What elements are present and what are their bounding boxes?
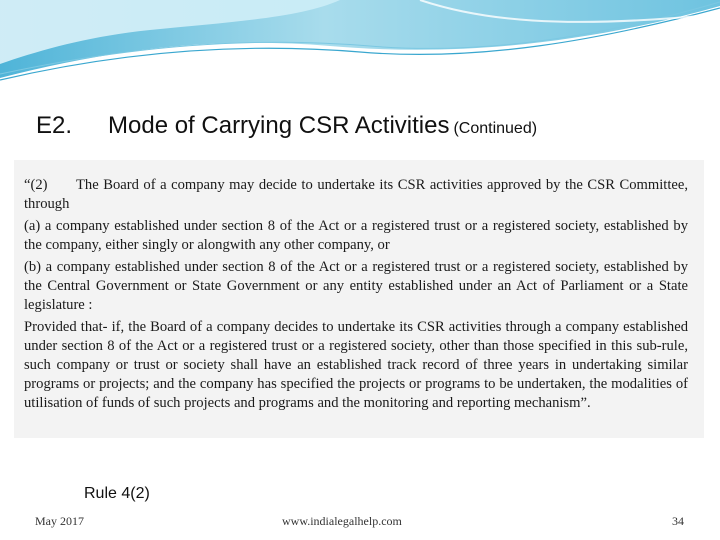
title-main: Mode of Carrying CSR Activities	[108, 112, 450, 139]
page-number: 34	[672, 514, 684, 528]
title-number: E2.	[36, 112, 73, 139]
quote-subrule-number: “(2)	[24, 177, 48, 193]
rule-reference: Rule 4(2)	[84, 485, 150, 502]
quote-paragraph-1-text: The Board of a company may decide to undertake its CSR activities approved by the CSR Committee, through	[24, 177, 688, 212]
quote-paragraph-1	[24, 176, 688, 214]
quote-proviso: Provided that- if, the Board of a company decides to undertake its CSR activities through a company established under section 8 of the Act or a registered trust or a registered society, other than those specified in this sub-rule, such company or trust or society shall have an established track record of three years in undertaking similar programs or projects; and the company has specified the projects or programs to be undertaken, the modalities of utilisation of funds of such projects and programs and the monitoring and reporting mechanism”.	[24, 319, 688, 411]
quote-paragraph-a: (a) a company established under section 8 of the Act or a registered trust or a registered society, established by the company, either singly or alongwith any other company, or	[24, 218, 688, 253]
footer-date: May 2017	[35, 514, 84, 528]
header-swoosh-decoration	[0, 0, 720, 90]
title-continued: (Continued)	[453, 120, 538, 137]
slide-title	[36, 112, 706, 140]
footer-url: www.indialegalhelp.com	[282, 514, 402, 528]
quoted-rule-text	[24, 176, 688, 416]
quote-paragraph-b: (b) a company established under section 8 of the Act or a registered trust or a registered society, established by the Central Government or State Government or any entity established under an Act of Parliament or a State legislature :	[24, 259, 688, 313]
